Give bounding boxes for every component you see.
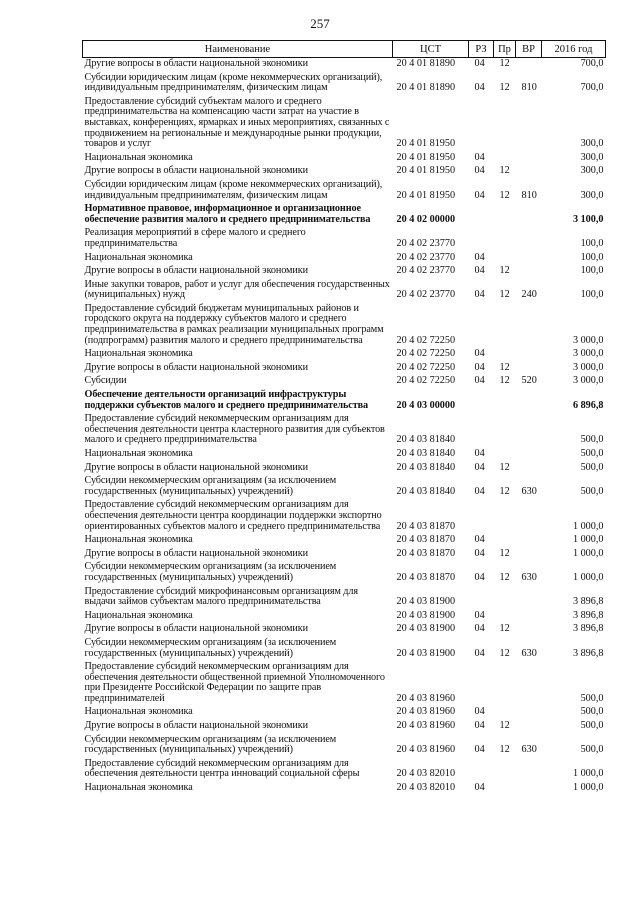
cell-amount: 300,0 xyxy=(580,189,604,201)
cell-code: 20 4 01 81950 xyxy=(396,151,456,163)
cell-pr xyxy=(494,152,516,166)
cell-name: Национальная экономика xyxy=(84,534,193,546)
cell-code: 20 4 03 81870 xyxy=(396,534,456,546)
cell-amount: 1 000,0 xyxy=(572,571,604,583)
cell-vr xyxy=(516,610,542,624)
cell-rz: 04 xyxy=(474,706,485,718)
cell-pr: 12 xyxy=(499,720,510,732)
cell-pr: 12 xyxy=(499,571,510,583)
cell-code: 20 4 03 81960 xyxy=(396,720,456,732)
cell-name: Субсидии некоммерческим организациям (за исключением государственных (муниципальных) учреждений) xyxy=(84,733,337,756)
cell-pr xyxy=(494,758,516,782)
cell-amount: 500,0 xyxy=(580,744,604,756)
cell-rz: 04 xyxy=(474,720,485,732)
cell-name: Национальная экономика xyxy=(84,782,193,794)
cell-amount: 300,0 xyxy=(580,165,604,177)
cell-pr: 12 xyxy=(499,623,510,635)
table-row xyxy=(83,413,606,448)
cell-code: 20 4 03 00000 xyxy=(396,399,456,411)
cell-amount: 300,0 xyxy=(580,151,604,163)
cell-name: Субсидии юридическим лицам (кроме некоммерческих организаций), индивидуальным предпринимателям, физическим лицам xyxy=(84,178,383,201)
cell-code: 20 4 01 81890 xyxy=(396,58,456,69)
table-row xyxy=(83,152,606,166)
cell-vr xyxy=(516,706,542,720)
cell-rz: 04 xyxy=(474,189,485,201)
cell-rz: 04 xyxy=(474,151,485,163)
cell-code: 20 4 03 81840 xyxy=(396,434,456,446)
cell-amount: 3 000,0 xyxy=(572,348,604,360)
header-year: 2016 год xyxy=(542,41,606,58)
table-row xyxy=(83,362,606,376)
cell-amount: 100,0 xyxy=(580,237,604,249)
cell-code: 20 4 02 72250 xyxy=(396,334,456,346)
cell-rz: 04 xyxy=(474,647,485,659)
cell-pr: 12 xyxy=(499,547,510,559)
cell-rz: 04 xyxy=(474,265,485,277)
cell-vr xyxy=(516,499,542,534)
cell-amount: 500,0 xyxy=(580,461,604,473)
table-body xyxy=(83,58,606,796)
header-rz: РЗ xyxy=(469,41,494,58)
cell-amount: 100,0 xyxy=(580,265,604,277)
cell-code: 20 4 03 81870 xyxy=(396,520,456,532)
cell-pr: 12 xyxy=(499,485,510,497)
cell-vr xyxy=(516,586,542,610)
cell-name: Другие вопросы в области национальной экономики xyxy=(84,361,308,373)
cell-code: 20 4 03 81840 xyxy=(396,485,456,497)
cell-pr: 12 xyxy=(499,265,510,277)
table-row xyxy=(83,720,606,734)
cell-pr xyxy=(494,413,516,448)
cell-vr xyxy=(516,782,542,796)
cell-vr xyxy=(516,227,542,251)
table-row xyxy=(83,586,606,610)
table-row xyxy=(83,265,606,279)
cell-code: 20 4 02 72250 xyxy=(396,375,456,387)
cell-name: Другие вопросы в области национальной экономики xyxy=(84,623,308,635)
cell-amount: 700,0 xyxy=(580,82,604,94)
cell-rz: 04 xyxy=(474,448,485,459)
table-row xyxy=(83,389,606,413)
table-row xyxy=(83,623,606,637)
table-row xyxy=(83,637,606,661)
cell-rz: 04 xyxy=(474,623,485,635)
cell-amount: 3 896,8 xyxy=(572,596,604,608)
cell-rz: 04 xyxy=(474,534,485,546)
cell-name: Национальная экономика xyxy=(84,251,193,263)
table-row xyxy=(83,375,606,389)
cell-rz: 04 xyxy=(474,289,485,301)
cell-code: 20 4 03 81960 xyxy=(396,706,456,718)
page-number: 257 xyxy=(310,16,330,31)
cell-vr xyxy=(516,389,542,413)
table-row xyxy=(83,758,606,782)
cell-vr xyxy=(516,661,542,706)
table-header-row xyxy=(83,41,606,58)
cell-pr: 12 xyxy=(499,744,510,756)
cell-code: 20 4 02 00000 xyxy=(396,213,456,225)
table-row xyxy=(83,462,606,476)
cell-name: Национальная экономика xyxy=(84,609,193,621)
cell-rz: 04 xyxy=(474,782,485,794)
cell-pr: 12 xyxy=(499,647,510,659)
cell-code: 20 4 02 72250 xyxy=(396,361,456,373)
cell-name: Предоставление субсидий некоммерческим организациям для обеспечения деятельности центра координации поддержки экспортно ориентированных субъектов малого и среднего предпринимательства xyxy=(84,499,382,532)
table-row xyxy=(83,203,606,227)
cell-name: Субсидии юридическим лицам (кроме некоммерческих организаций), индивидуальным предпринимателям, физическим лицам xyxy=(84,71,383,94)
cell-vr xyxy=(516,720,542,734)
cell-vr: 240 xyxy=(521,289,537,301)
table-row xyxy=(83,58,606,72)
cell-amount: 100,0 xyxy=(580,289,604,301)
cell-amount: 1 000,0 xyxy=(572,768,604,780)
cell-pr: 12 xyxy=(499,58,510,69)
table-row xyxy=(83,279,606,303)
cell-vr xyxy=(516,362,542,376)
cell-vr xyxy=(516,203,542,227)
cell-name: Другие вопросы в области национальной экономики xyxy=(84,58,308,69)
cell-rz: 04 xyxy=(474,58,485,69)
table-row xyxy=(83,782,606,796)
cell-name: Другие вопросы в области национальной экономики xyxy=(84,720,308,732)
cell-rz xyxy=(469,413,494,448)
cell-code: 20 4 03 81870 xyxy=(396,547,456,559)
cell-amount: 500,0 xyxy=(580,434,604,446)
cell-amount: 100,0 xyxy=(580,251,604,263)
cell-code: 20 4 01 81950 xyxy=(396,165,456,177)
cell-rz: 04 xyxy=(474,485,485,497)
cell-rz xyxy=(469,389,494,413)
cell-code: 20 4 03 81960 xyxy=(396,692,456,704)
cell-code: 20 4 02 23770 xyxy=(396,237,456,249)
table-row xyxy=(83,72,606,96)
cell-amount: 3 100,0 xyxy=(572,213,604,225)
cell-code: 20 4 01 81890 xyxy=(396,82,456,94)
cell-pr xyxy=(494,389,516,413)
cell-rz xyxy=(469,227,494,251)
cell-rz: 04 xyxy=(474,744,485,756)
budget-table xyxy=(82,40,606,796)
table-row xyxy=(83,348,606,362)
cell-vr xyxy=(516,623,542,637)
cell-name: Национальная экономика xyxy=(84,448,193,459)
cell-pr xyxy=(494,96,516,152)
cell-code: 20 4 02 72250 xyxy=(396,348,456,360)
table-row xyxy=(83,303,606,348)
table-row xyxy=(83,165,606,179)
cell-name: Предоставление субсидий субъектам малого и среднего предпринимательства на компенсацию части затрат на участие в выставках, конференциях, ярмарках и иных мероприятиях, связанных с продвижением на региональные и международные рынки продукции, товаров и услуг xyxy=(84,95,390,150)
cell-rz: 04 xyxy=(474,547,485,559)
cell-code: 20 4 02 23770 xyxy=(396,265,456,277)
cell-rz: 04 xyxy=(474,348,485,360)
cell-rz xyxy=(469,758,494,782)
cell-vr: 810 xyxy=(521,189,537,201)
cell-amount: 1 000,0 xyxy=(572,547,604,559)
cell-pr xyxy=(494,661,516,706)
cell-pr: 12 xyxy=(499,189,510,201)
cell-name: Субсидии некоммерческим организациям (за исключением государственных (муниципальных) учреждений) xyxy=(84,475,337,497)
cell-amount: 6 896,8 xyxy=(572,399,604,411)
cell-amount: 1 000,0 xyxy=(572,782,604,794)
cell-pr: 12 xyxy=(499,361,510,373)
table-row xyxy=(83,706,606,720)
cell-pr xyxy=(494,499,516,534)
cell-vr: 630 xyxy=(521,571,537,583)
cell-amount: 700,0 xyxy=(580,58,604,69)
cell-name: Предоставление субсидий некоммерческим организациям для обеспечения деятельности центра кластерного развития для субъектов малого и среднего предпринимательства xyxy=(84,413,385,446)
table-row xyxy=(83,475,606,499)
cell-rz: 04 xyxy=(474,82,485,94)
table-row xyxy=(83,534,606,548)
cell-name: Национальная экономика xyxy=(84,706,193,718)
cell-vr xyxy=(516,348,542,362)
cell-vr xyxy=(516,413,542,448)
cell-code: 20 4 01 81950 xyxy=(396,138,456,150)
cell-vr: 630 xyxy=(521,485,537,497)
cell-rz: 04 xyxy=(474,571,485,583)
cell-name: Другие вопросы в области национальной экономики xyxy=(84,461,308,473)
cell-name: Национальная экономика xyxy=(84,348,193,360)
cell-pr xyxy=(494,203,516,227)
cell-rz: 04 xyxy=(474,375,485,387)
cell-name: Другие вопросы в области национальной экономики xyxy=(84,165,308,177)
cell-code: 20 4 03 81900 xyxy=(396,596,456,608)
cell-code: 20 4 03 81840 xyxy=(396,448,456,459)
cell-amount: 3 000,0 xyxy=(572,334,604,346)
cell-name: Реализация мероприятий в сфере малого и среднего предпринимательства xyxy=(84,227,306,249)
cell-vr xyxy=(516,448,542,462)
cell-rz xyxy=(469,586,494,610)
table-row xyxy=(83,561,606,585)
cell-vr xyxy=(516,252,542,266)
cell-code: 20 4 03 81900 xyxy=(396,647,456,659)
cell-name: Другие вопросы в области национальной экономики xyxy=(84,265,308,277)
cell-code: 20 4 02 23770 xyxy=(396,289,456,301)
cell-name: Иные закупки товаров, работ и услуг для обеспечения государственных (муниципальных) нужд xyxy=(84,278,390,301)
cell-amount: 3 896,8 xyxy=(572,647,604,659)
table-row xyxy=(83,252,606,266)
cell-rz: 04 xyxy=(474,609,485,621)
cell-pr: 12 xyxy=(499,289,510,301)
cell-pr xyxy=(494,586,516,610)
cell-code: 20 4 03 81840 xyxy=(396,461,456,473)
cell-pr xyxy=(494,706,516,720)
cell-name: Предоставление субсидий микрофинансовым организациям для выдачи займов субъектам малого предпринимательства xyxy=(84,585,358,608)
cell-name: Обеспечение деятельности организаций инфраструктуры поддержки субъектов малого и среднего предпринимательства xyxy=(84,389,369,411)
cell-vr xyxy=(516,152,542,166)
cell-pr xyxy=(494,252,516,266)
cell-vr: 630 xyxy=(521,744,537,756)
cell-name: Нормативное правовое, информационное и организационное обеспечение развития малого и среднего предпринимательства xyxy=(84,203,371,225)
cell-name: Субсидии некоммерческим организациям (за исключением государственных (муниципальных) учреждений) xyxy=(84,636,337,659)
cell-amount: 500,0 xyxy=(580,692,604,704)
cell-pr xyxy=(494,782,516,796)
table-row xyxy=(83,227,606,251)
cell-vr xyxy=(516,303,542,348)
cell-name: Предоставление субсидий некоммерческим организациям для обеспечения деятельности общественной приемной Уполномоченного при Президенте Российской Федерации по защите прав предпринимателей xyxy=(84,661,385,704)
cell-pr xyxy=(494,448,516,462)
table-row xyxy=(83,448,606,462)
cell-pr xyxy=(494,534,516,548)
cell-vr xyxy=(516,96,542,152)
header-name: Наименование xyxy=(83,41,393,58)
cell-rz: 04 xyxy=(474,251,485,263)
cell-rz xyxy=(469,303,494,348)
cell-pr: 12 xyxy=(499,82,510,94)
cell-amount: 500,0 xyxy=(580,485,604,497)
budget-table-container xyxy=(82,40,605,796)
cell-rz xyxy=(469,203,494,227)
cell-code: 20 4 03 81900 xyxy=(396,623,456,635)
cell-code: 20 4 03 82010 xyxy=(396,782,456,794)
cell-code: 20 4 01 81950 xyxy=(396,189,456,201)
cell-pr xyxy=(494,610,516,624)
cell-vr xyxy=(516,58,542,72)
cell-code: 20 4 03 81960 xyxy=(396,744,456,756)
table-row xyxy=(83,610,606,624)
table-row xyxy=(83,179,606,203)
cell-vr: 520 xyxy=(521,375,537,387)
cell-pr xyxy=(494,348,516,362)
cell-amount: 3 000,0 xyxy=(572,361,604,373)
cell-code: 20 4 03 82010 xyxy=(396,768,456,780)
cell-vr: 810 xyxy=(521,82,537,94)
header-code: ЦСТ xyxy=(393,41,469,58)
cell-amount: 500,0 xyxy=(580,448,604,459)
header-vr: ВР xyxy=(516,41,542,58)
cell-amount: 500,0 xyxy=(580,706,604,718)
cell-name: Субсидии xyxy=(84,375,127,387)
cell-vr xyxy=(516,462,542,476)
cell-amount: 1 000,0 xyxy=(572,534,604,546)
table-row xyxy=(83,96,606,152)
table-row xyxy=(83,548,606,562)
cell-code: 20 4 03 81900 xyxy=(396,609,456,621)
table-row xyxy=(83,661,606,706)
cell-vr xyxy=(516,265,542,279)
cell-name: Национальная экономика xyxy=(84,151,193,163)
cell-vr: 630 xyxy=(521,647,537,659)
header-pr: Пр xyxy=(494,41,516,58)
cell-rz: 04 xyxy=(474,361,485,373)
table-row xyxy=(83,499,606,534)
cell-pr: 12 xyxy=(499,461,510,473)
cell-amount: 500,0 xyxy=(580,720,604,732)
cell-name: Субсидии некоммерческим организациям (за исключением государственных (муниципальных) учреждений) xyxy=(84,561,337,583)
cell-amount: 1 000,0 xyxy=(572,520,604,532)
cell-amount: 3 000,0 xyxy=(572,375,604,387)
cell-vr xyxy=(516,548,542,562)
cell-amount: 300,0 xyxy=(580,138,604,150)
cell-rz xyxy=(469,499,494,534)
table-row xyxy=(83,734,606,758)
cell-name: Предоставление субсидий бюджетам муниципальных районов и городского округа на поддержку субъектов малого и среднего предпринимательства в рамках реализации муниципальных программ (подпрограмм) развития малого и среднего предпринимательства xyxy=(84,302,384,346)
cell-code: 20 4 02 23770 xyxy=(396,251,456,263)
cell-code: 20 4 03 81870 xyxy=(396,571,456,583)
cell-amount: 3 896,8 xyxy=(572,609,604,621)
cell-pr: 12 xyxy=(499,165,510,177)
cell-name: Другие вопросы в области национальной экономики xyxy=(84,547,308,559)
cell-pr xyxy=(494,227,516,251)
cell-name: Предоставление субсидий некоммерческим организациям для обеспечения деятельности центра инноваций социальной сферы xyxy=(84,757,360,780)
cell-rz xyxy=(469,661,494,706)
cell-rz xyxy=(469,96,494,152)
cell-vr xyxy=(516,758,542,782)
cell-vr xyxy=(516,165,542,179)
cell-pr: 12 xyxy=(499,375,510,387)
cell-rz: 04 xyxy=(474,461,485,473)
cell-amount: 3 896,8 xyxy=(572,623,604,635)
cell-vr xyxy=(516,534,542,548)
cell-pr xyxy=(494,303,516,348)
cell-rz: 04 xyxy=(474,165,485,177)
